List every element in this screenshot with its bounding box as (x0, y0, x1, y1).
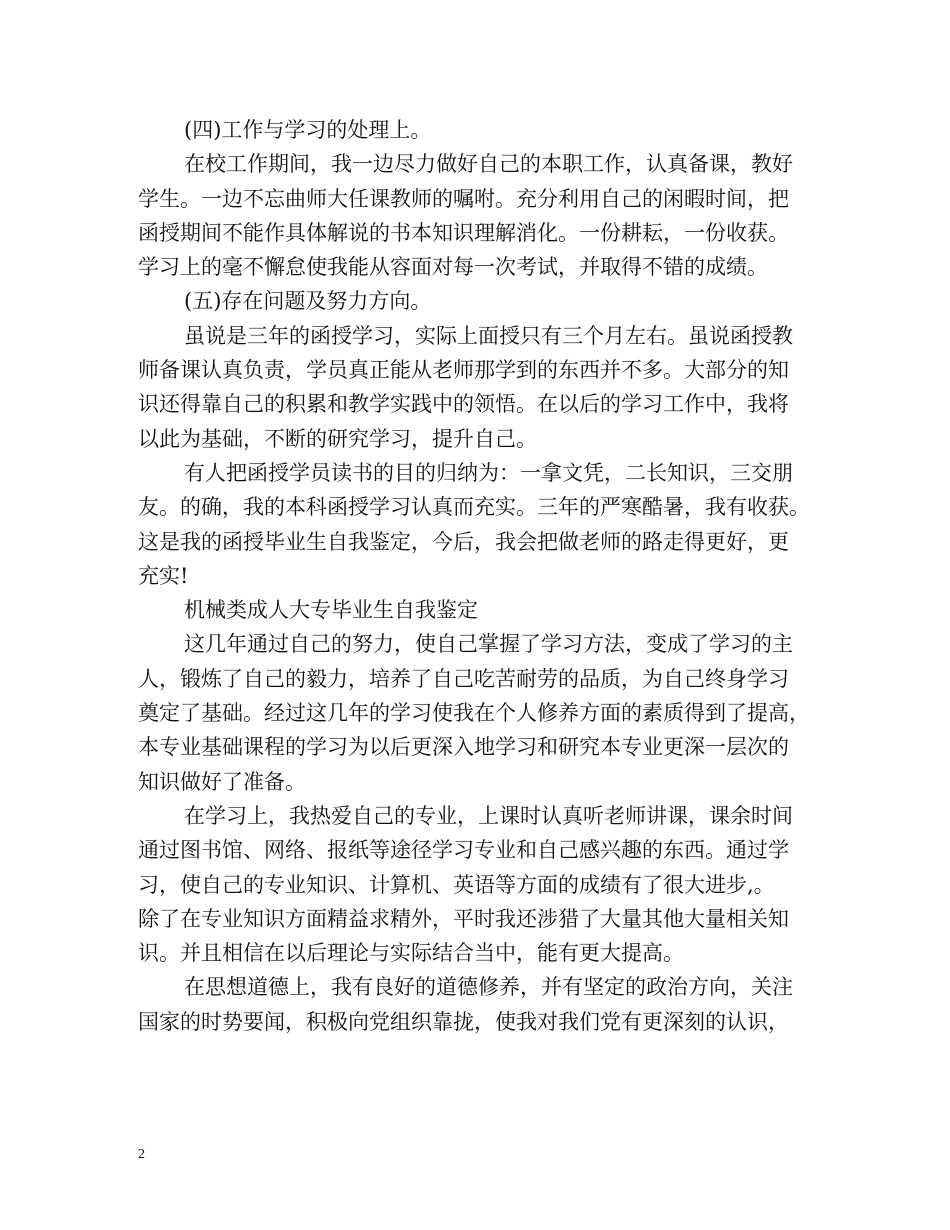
paragraph-line: 知识做好了准备。 (138, 769, 306, 794)
paragraph-line: 在校工作期间，我一边尽力做好自己的本职工作，认真备课，教好 (184, 152, 793, 177)
paragraph-line: 虽说是三年的函授学习，实际上面授只有三个月左右。虽说函授教 (184, 323, 793, 348)
paragraph-line: 人，锻炼了自己的毅力，培养了自己吃苦耐劳的品质，为自己终身学习 (138, 666, 789, 691)
paragraph-line: 学生。一边不忘曲师大任课教师的嘱咐。充分利用自己的闲暇时间，把 (138, 186, 789, 211)
paragraph-line: 除了在专业知识方面精益求精外，平时我还涉猎了大量其他大量相关知 (138, 906, 789, 931)
paragraph-line: 学习上的毫不懈怠使我能从容面对每一次考试，并取得不错的成绩。 (138, 255, 768, 280)
paragraph-line: 函授期间不能作具体解说的书本知识理解消化。一份耕耘，一份收获。 (138, 220, 789, 245)
paragraph-line: 有人把函授学员读书的目的归纳为：一拿文凭，二长知识，三交朋 (184, 460, 793, 485)
paragraph-line: 这几年通过自己的努力，使自己掌握了学习方法，变成了学习的主 (184, 632, 793, 657)
paragraph-line: 在思想道德上，我有良好的道德修养，并有坚定的政治方向，关注 (184, 975, 793, 1000)
page-number: 2 (138, 1147, 145, 1162)
paragraph-line: 习，使自己的专业知识、计算机、英语等方面的成绩有了很大进步,。 (138, 872, 775, 897)
section-heading: (四)工作与学习的处理上。 (184, 118, 432, 142)
paragraph-line: 这是我的函授毕业生自我鉴定，今后，我会把做老师的路走得更好，更 (138, 529, 789, 554)
paragraph-line: 本专业基础课程的学习为以后更深入地学习和研究本专业更深一层次的 (138, 735, 789, 760)
paragraph-line: 以此为基础，不断的研究学习，提升自己。 (138, 426, 537, 451)
paragraph-line: 识。并且相信在以后理论与实际结合当中，能有更大提高。 (138, 941, 684, 966)
paragraph-line: 友。的确，我的本科函授学习认真而充实。三年的严寒酷暑，我有收获。 (138, 495, 810, 520)
body-text (138, 113, 818, 1039)
paragraph-line: 识还得靠自己的积累和教学实践中的领悟。在以后的学习工作中，我将 (138, 392, 789, 417)
paragraph-line: 在学习上，我热爱自己的专业，上课时认真听老师讲课，课余时间 (184, 803, 793, 828)
section-heading: (五)存在问题及努力方向。 (184, 289, 432, 314)
paragraph-line: 充实! (138, 563, 189, 588)
paragraph-line: 奠定了基础。经过这几年的学习使我在个人修养方面的素质得到了提高， (138, 701, 810, 726)
paragraph-line: 国家的时势要闻，积极向党组织靠拢，使我对我们党有更深刻的认识， (138, 1009, 789, 1034)
paragraph-line: 通过图书馆、网络、报纸等途径学习专业和自己感兴趣的东西。通过学 (138, 838, 789, 863)
paragraph-line: 师备课认真负责，学员真正能从老师那学到的东西并不多。大部分的知 (138, 358, 789, 383)
document-subtitle: 机械类成人大专毕业生自我鉴定 (184, 598, 478, 623)
